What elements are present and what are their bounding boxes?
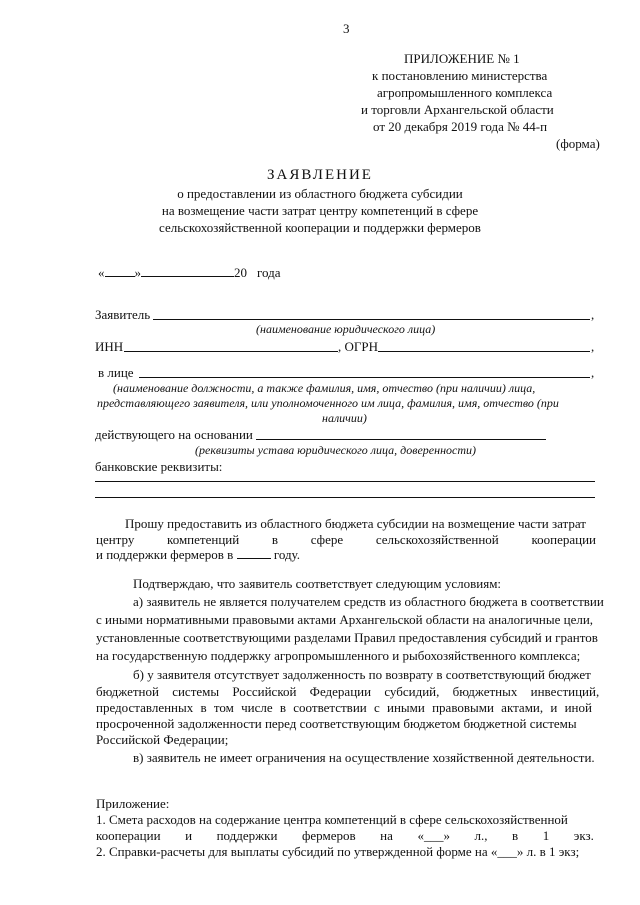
basis-hint: (реквизиты устава юридического лица, доверенности) — [195, 443, 477, 457]
confirm-a-2: с иными нормативными правовыми актами Архангельской области на аналогичные цели, — [96, 612, 594, 627]
basis-label: действующего на основании — [95, 427, 253, 442]
date-day-field[interactable] — [105, 276, 135, 277]
ogrn-label: , ОГРН — [338, 339, 379, 354]
applicant-field[interactable] — [153, 319, 590, 320]
date-line — [98, 266, 281, 279]
request-line-3 — [96, 548, 300, 561]
header-line-4: от 20 декабря 2019 года № 44-п — [373, 119, 548, 134]
request-line-3-end: году. — [273, 547, 301, 562]
attachment-2: 2. Справки-расчеты для выплаты субсидий по утвержденной форме на «___» л. в 1 экз; — [96, 844, 580, 859]
title-sub-3: сельскохозяйственной кооперации и поддержки фермеров — [159, 220, 481, 235]
appendix-heading: ПРИЛОЖЕНИЕ № 1 — [404, 51, 520, 66]
ogrn-field[interactable] — [378, 351, 590, 352]
attachment-1-line-2-word: в — [512, 828, 519, 843]
request-line-3-text: и поддержки фермеров в — [96, 547, 234, 562]
request-line-1: Прошу предоставить из областного бюджета субсидии на возмещение части затрат — [125, 516, 586, 531]
confirm-b-1: б) у заявителя отсутствует задолженность по возврату в соответствующий бюджет — [133, 667, 591, 682]
attachment-1-line-2-word: «___» — [417, 828, 450, 843]
header-line-1: к постановлению министерства — [372, 68, 548, 83]
date-month-field[interactable] — [141, 276, 234, 277]
request-line-2-word: компетенций — [167, 532, 240, 547]
request-line-2-word: в — [271, 532, 279, 547]
date-year-word: года — [257, 265, 281, 280]
attachment-1-line-1: 1. Смета расходов на содержание центра компетенций в сфере сельскохозяйственной — [96, 812, 568, 827]
inn-field[interactable] — [124, 351, 338, 352]
applicant-comma: , — [591, 307, 595, 322]
attachment-1-line-2 — [96, 829, 594, 842]
attachment-1-line-2-word: кооперации — [96, 828, 161, 843]
attachment-1-line-2-word: на — [380, 828, 393, 843]
attachment-1-line-2-word: и — [185, 828, 193, 843]
confirm-b-3: предоставленных в том числе в соответствии с иными правовыми актами, и иной — [96, 700, 592, 715]
header-line-2: агропромышленного комплекса — [377, 85, 553, 100]
date-year-prefix: 20 — [234, 265, 247, 280]
attachment-1-line-2-word: фермеров — [301, 828, 356, 843]
ogrn-comma: , — [591, 339, 595, 354]
attachment-1-line-2-word: л., — [474, 828, 488, 843]
applicant-label: Заявитель — [95, 307, 151, 322]
request-line-2-word: сфере — [310, 532, 344, 547]
confirm-a-1: а) заявитель не является получателем средств из областного бюджета в соответствии — [133, 594, 604, 609]
confirm-b-4: просроченной задолженности перед соответствующим бюджетом бюджетной системы — [96, 716, 577, 731]
confirm-a-3: установленные соответствующими разделами Правил предоставления субсидий и грантов — [96, 630, 598, 645]
person-hint-2: представляющего заявителя, или уполномоченного им лица, фамилия, имя, отчество (при — [97, 396, 559, 410]
title-sub-2: на возмещение части затрат центру компетенций в сфере — [161, 203, 479, 218]
person-label: в лице — [98, 365, 134, 380]
confirm-intro: Подтверждаю, что заявитель соответствует следующим условиям: — [133, 576, 502, 591]
bank-label: банковские реквизиты: — [95, 459, 223, 474]
request-line-2 — [96, 533, 596, 546]
person-comma: , — [591, 365, 595, 380]
request-year-field[interactable] — [237, 558, 271, 559]
basis-field[interactable] — [256, 439, 546, 440]
bank-field-1[interactable] — [95, 481, 595, 482]
attachment-1-line-2-word: поддержки — [216, 828, 278, 843]
person-hint-1: (наименование должности, а также фамилия, имя, отчество (при наличии) лица, — [113, 381, 536, 395]
form-label: (форма) — [556, 136, 600, 151]
inn-label: ИНН — [95, 339, 124, 354]
attachments-label: Приложение: — [96, 796, 170, 811]
confirm-b-5: Российской Федерации; — [96, 732, 229, 747]
confirm-c-1: в) заявитель не имеет ограничения на осуществление хозяйственной деятельности. — [133, 750, 595, 765]
request-line-2-word: центру — [96, 532, 135, 547]
page-number: 3 — [343, 21, 350, 36]
request-line-2-word: сельскохозяйственной — [375, 532, 499, 547]
document-title: ЗАЯВЛЕНИЕ — [267, 167, 373, 183]
header-line-3: и торговли Архангельской области — [361, 102, 554, 117]
person-field[interactable] — [139, 377, 590, 378]
confirm-b-2: бюджетной системы Российской Федерации субсидий, бюджетных инвестиций, — [96, 684, 600, 699]
person-hint-3: наличии) — [322, 411, 367, 425]
date-close-quote: » — [134, 265, 141, 280]
attachment-1-line-2-word: 1 — [542, 828, 550, 843]
title-sub-1: о предоставлении из областного бюджета субсидии — [177, 186, 463, 201]
attachment-1-line-2-word: экз. — [573, 828, 594, 843]
date-open-quote: « — [98, 265, 105, 280]
bank-field-2[interactable] — [95, 497, 595, 498]
request-line-2-word: кооперации — [531, 532, 596, 547]
applicant-hint: (наименование юридического лица) — [256, 322, 436, 336]
confirm-a-4: на государственную поддержку агропромышленного и рыбохозяйственного комплекса; — [96, 648, 581, 663]
